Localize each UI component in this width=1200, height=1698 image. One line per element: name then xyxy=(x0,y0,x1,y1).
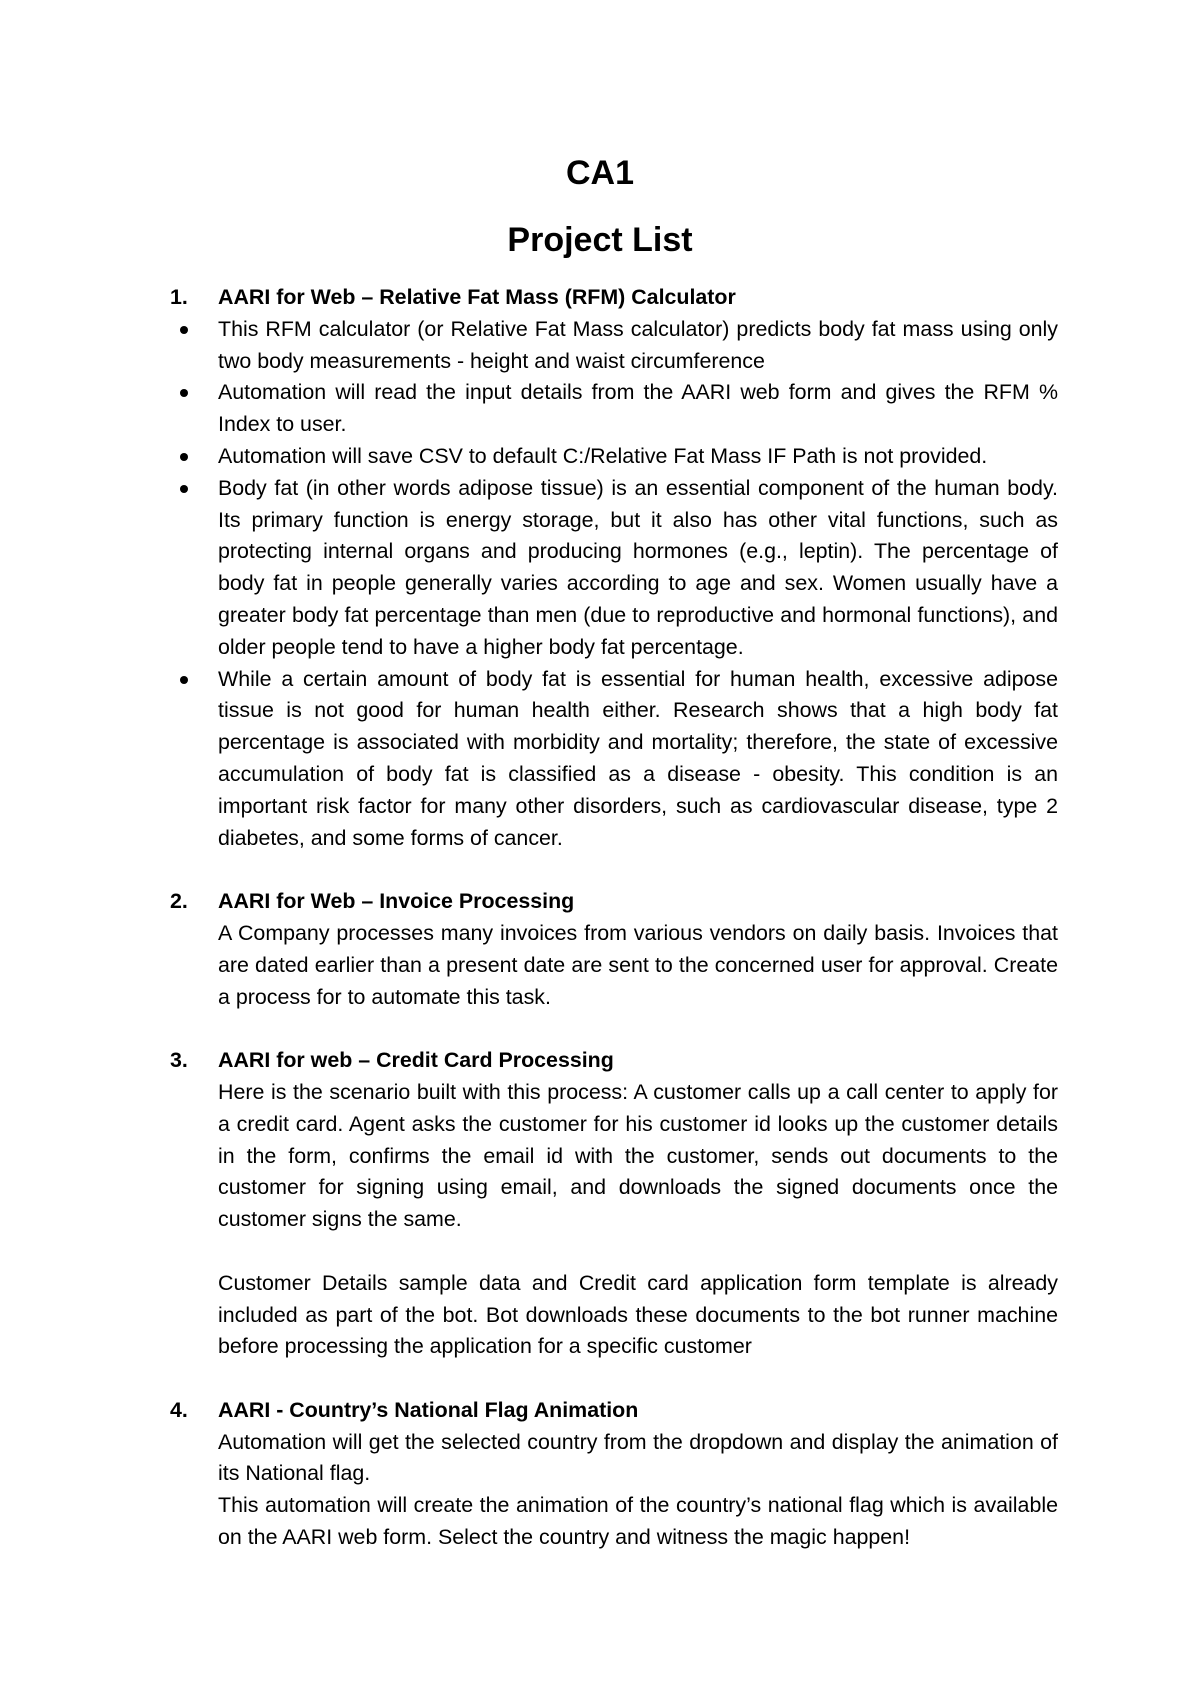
project-item-3 xyxy=(170,1045,1058,1363)
bullet-item: While a certain amount of body fat is essential for human health, excessive adipose tissue is not good for human health either. Research shows that a high body fat percentage is associated with morbidity and mortality; therefore, the state of excessive accumulation of body fat is classified as a disease - obesity. This condition is an important risk factor for many other disorders, such as cardiovascular disease, type 2 diabetes, and some forms of cancer. xyxy=(218,664,1058,855)
project-list xyxy=(170,282,1058,1554)
project-number: 2. xyxy=(170,889,188,914)
project-description: A Company processes many invoices from various vendors on daily basis. Invoices that are dated earlier than a present date are sent to the concerned user for approval. Create a process for to automate this task. xyxy=(218,920,1058,1009)
document-title: CA1 xyxy=(565,154,635,192)
project-heading: AARI for web – Credit Card Processing xyxy=(218,1048,614,1073)
project-number: 1. xyxy=(170,285,188,309)
bullet-item: This RFM calculator (or Relative Fat Mass calculator) predicts body fat mass using only two body measurements - height and waist circumference xyxy=(218,314,1058,378)
bullet-icon xyxy=(180,326,188,334)
project-description: Automation will get the selected country from the dropdown and display the animation of its National flag. xyxy=(218,1429,1058,1486)
bullet-icon xyxy=(180,676,188,684)
bullet-item: Automation will read the input details from the AARI web form and gives the RFM % Index to user. xyxy=(218,377,1058,441)
project-description: This automation will create the animation of the country’s national flag which is available on the AARI web form. Select the country and witness the magic happen! xyxy=(218,1493,1058,1550)
project-heading: AARI for Web – Invoice Processing xyxy=(218,889,575,914)
project-number: 4. xyxy=(170,1397,188,1422)
bullet-icon xyxy=(180,389,188,397)
project-description: Customer Details sample data and Credit card application form template is already included as part of the bot. Bot downloads these documents to the bot runner machine before processing the application for a specific customer xyxy=(218,1270,1058,1359)
project-item-4 xyxy=(170,1395,1058,1554)
document-subtitle: Project List xyxy=(507,221,693,259)
project-heading: AARI for Web – Relative Fat Mass (RFM) Calculator xyxy=(218,285,736,309)
bullet-item: Automation will save CSV to default C:/Relative Fat Mass IF Path is not provided. xyxy=(218,441,1058,473)
project-number: 3. xyxy=(170,1048,188,1073)
project-heading: AARI - Country’s National Flag Animation xyxy=(218,1397,639,1422)
bullet-icon xyxy=(180,453,188,461)
project-bullet-list xyxy=(218,314,1058,855)
project-description: Here is the scenario built with this process: A customer calls up a call center to apply for a credit card. Agent asks the customer for his customer id looks up the customer details in the form, confirms the email id with the customer, sends out documents to the customer for signing using email, and downloads the signed documents once the customer signs the same. xyxy=(218,1079,1058,1232)
bullet-item: Body fat (in other words adipose tissue) is an essential component of the human body. Its primary function is energy storage, but it also has other vital functions, such as protecting internal organs and producing hormones (e.g., leptin). The percentage of body fat in people generally varies according to age and sex. Women usually have a greater body fat percentage than men (due to reproductive and hormonal functions), and older people tend to have a higher body fat percentage. xyxy=(218,473,1058,664)
project-item-2 xyxy=(170,886,1058,1013)
bullet-icon xyxy=(180,485,188,493)
project-item-1 xyxy=(170,282,1058,854)
